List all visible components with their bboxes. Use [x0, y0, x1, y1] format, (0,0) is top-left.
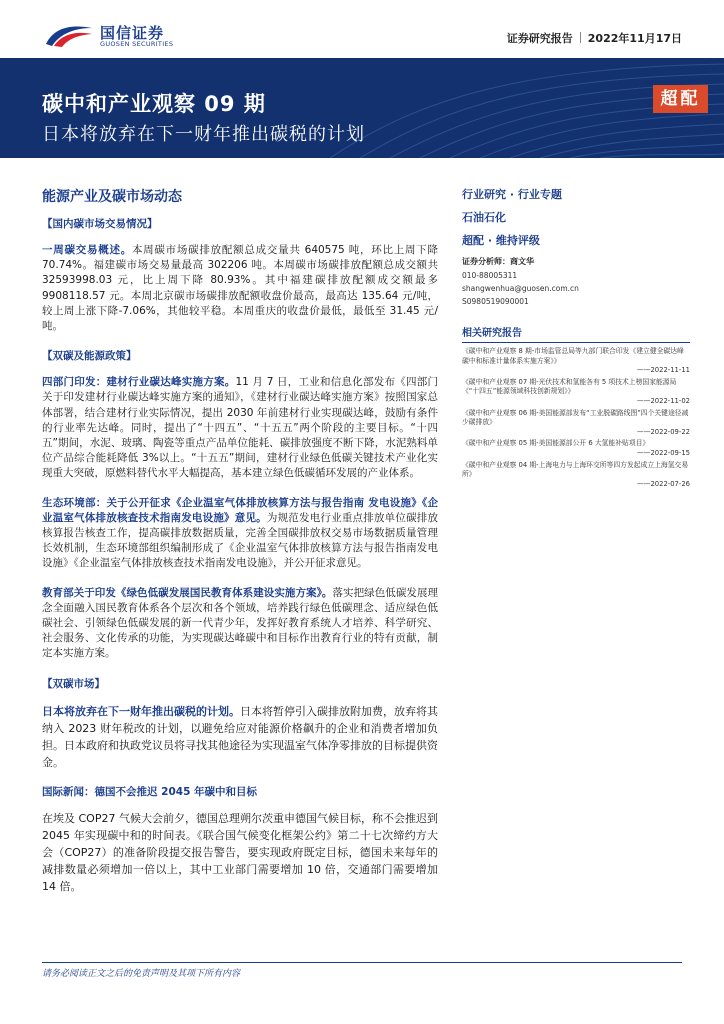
footer-disclaimer: 请务必阅读正文之后的免责声明及其项下所有内容 [42, 969, 241, 979]
paragraph-body: 11 月 7 日，工业和信息化部发布《四部门关于印发建材行业碳达峰实施方案的通知》，《建材行业碳达峰实施方案》按照国家总体部署，结合建材行业实际情况，提出 2030 年前建材行业实现碳达峰，鼓励有条件的行业率先达峰。同时，提出了“十四五”、“十五五”两个阶段的主要目标。“十四五”期间，水泥、玻璃、陶瓷等重点产品单位能耗、碳排放强度不断下降，水泥熟料单位产品综合能耗降低 3%以上。“十五五”期间，建材行业绿色低碳关键技术产业化实现重大突破，原燃料替代水平大幅提高，基本建立绿色低碳循环发展的产业体系。 [42, 376, 438, 480]
report-date: 2022年11月17日 [587, 32, 682, 45]
section-tag-policy: 【双碳及能源政策】 [42, 350, 137, 363]
related-report-item[interactable] [462, 378, 690, 407]
related-report-item[interactable] [462, 461, 690, 490]
paragraph-ecology-ministry [42, 496, 438, 572]
rating-badge: 超配 [653, 85, 708, 113]
related-report-text: 《碳中和产业观察 06 期-美国能源部发布“工业脱碳路线图”四个关键途径减少碳排放》 [462, 408, 689, 427]
report-meta [507, 30, 682, 46]
paragraph-body: 为规范发电行业重点排放单位碳排放核算报告核查工作，提高碳排放数据质量，完善全国碳排放权交易市场数据质量管理长效机制，生态环境部组织编制形成了《企业温室气体排放核算方法与报告指南发电设施》《企业温室气体排放核查技术指南发电设施》，并公开征求意见。 [42, 511, 438, 570]
title-banner [0, 58, 724, 158]
related-report-date: ——2022-11-11 [636, 366, 690, 375]
section-tag-domestic-market: 【国内碳市场交易情况】 [42, 218, 158, 230]
paragraph-germany-body: 在埃及 COP27 气候大会前夕，德国总理朔尔茨重申德国气候目标，称不会推迟到 2045 年实现碳中和的时间表。《联合国气候变化框架公约》第二十七次缔约方大会（COP27）的准备阶段提交报告警告，要实现政府既定目标，德国未来每年的减排数量必须增加一倍以上，其中工业部门需要增加 10 倍，交通部门需要增加 14 倍。 [42, 811, 438, 893]
related-report-date: ——2022-11-02 [636, 396, 690, 405]
paragraph-head: 日本将放弃在下一财年推出碳税的计划。 [42, 704, 240, 718]
report-type: 证券研究报告 [506, 32, 573, 45]
paragraph-head: 教育部关于印发《绿色低碳发展国民教育体系建设实施方案》。 [42, 586, 333, 599]
meta-divider [580, 32, 581, 43]
section-title: 能源产业及碳市场动态 [42, 189, 182, 205]
report-subtitle: 日本将放弃在下一财年推出碳税的计划 [42, 124, 365, 145]
related-report-item[interactable] [462, 439, 690, 458]
paragraph-body: 本周碳市场碳排放配额总成交量共 640575 吨，环比上周下降 70.74%。福建碳市场交易量最高 302206 吨。本周碳市场碳排放配额总成交额共 32593998.03 元，比上周下降 80.93%。其中福建碳排放配额成交额最多 9908118.57 元。本周北京碳市场碳排放配额收盘价最高，最高达 135.64 元/吨，较上周上涨下降-7.06%，其他较平稳。本周重庆的收盘价最低，最低至 31.45 元/吨。 [42, 244, 438, 333]
related-report-text: 《碳中和产业观察 04 期-上海电力与上海环交所等四方发起成立上海氢交易所》 [462, 460, 689, 479]
related-report-text: 《碳中和产业观察 8 期-市场监管总局等九部门联合印发《建立健全碳达峰碳中和标准计量体系实施方案》》 [462, 347, 684, 365]
analyst-license: S0980519090001 [462, 297, 529, 306]
paragraph-head: 四部门印发：建材行业碳达峰实施方案。 [42, 376, 236, 389]
paragraph-head: 国际新闻：德国不会推迟 2045 年碳中和目标 [42, 785, 258, 798]
analyst-name: 商文华 [510, 257, 534, 266]
paragraph-building-materials [42, 375, 438, 481]
guosen-logo-icon [44, 22, 94, 48]
analyst-email[interactable]: shangwenhua@guosen.com.cn [462, 284, 579, 293]
report-title: 碳中和产业观察 09 期 [42, 92, 266, 116]
related-report-date: ——2022-09-22 [636, 427, 690, 436]
paragraph-germany-heading [42, 785, 438, 800]
paragraph-japan-carbon-tax [42, 703, 438, 771]
related-report-item[interactable] [462, 409, 690, 438]
analyst-phone: 010-88005311 [462, 271, 518, 280]
related-reports-title: 相关研究报告 [462, 324, 690, 343]
analyst-label-text: 证券分析师： [462, 257, 510, 266]
industry-rating: 超配 · 维持评级 [462, 234, 540, 247]
paragraph-education-ministry [42, 586, 438, 662]
footer-divider [42, 962, 682, 963]
brand-name-en: GUOSEN SECURITIES [100, 40, 174, 48]
related-report-item[interactable] [462, 347, 690, 376]
analyst-label [462, 256, 690, 267]
brand-name-cn: 国信证券 [100, 24, 165, 42]
section-tag-dual-carbon-market: 【双碳市场】 [42, 677, 105, 690]
page-header [0, 0, 724, 58]
industry-category: 行业研究 · 行业专题 [462, 188, 562, 201]
related-report-date: ——2022-07-26 [636, 479, 690, 488]
paragraph-body: 日本将暂停引入碳排放附加费，放弃将其纳入 2023 财年税改的计划，以避免给应对能源价格飙升的企业和消费者增加负担。日本政府和执政党议员将寻找其他途径为实现温室气体净零排放的目标提供资金。 [42, 704, 438, 769]
main-column [42, 186, 438, 909]
related-report-date: ——2022-09-15 [636, 448, 690, 457]
related-report-text: 《碳中和产业观察 07 期-光伏技术和氢能各有 5 项技术上榜国家能源局《“十四五”能源领域科技创新规划》》 [462, 377, 677, 396]
sidebar [462, 186, 690, 491]
paragraph-head: 一周碳交易概述。 [42, 244, 132, 256]
industry-name: 石油石化 [462, 211, 506, 224]
paragraph-weekly-trading [42, 243, 438, 334]
paragraph-head: 生态环境部：关于公开征求《企业温室气体排放核算方法与报告指南 发电设施》《企业温室气体排放核查技术指南发电设施》意见。 [42, 496, 438, 524]
paragraph-body: 落实把绿色低碳发展理念全面融入国民教育体系各个层次和各个领域，培养践行绿色低碳理念、适应绿色低碳社会、引领绿色低碳发展的新一代青少年，发挥好教育系统人才培养、科学研究、社会服务、文化传承的功能，为实现碳达峰碳中和目标作出教育行业的特有贡献，制定本实施方案。 [42, 586, 439, 660]
related-report-text: 《碳中和产业观察 05 期-美国能源部公开 6 大氢能补贴项目》 [462, 439, 650, 448]
